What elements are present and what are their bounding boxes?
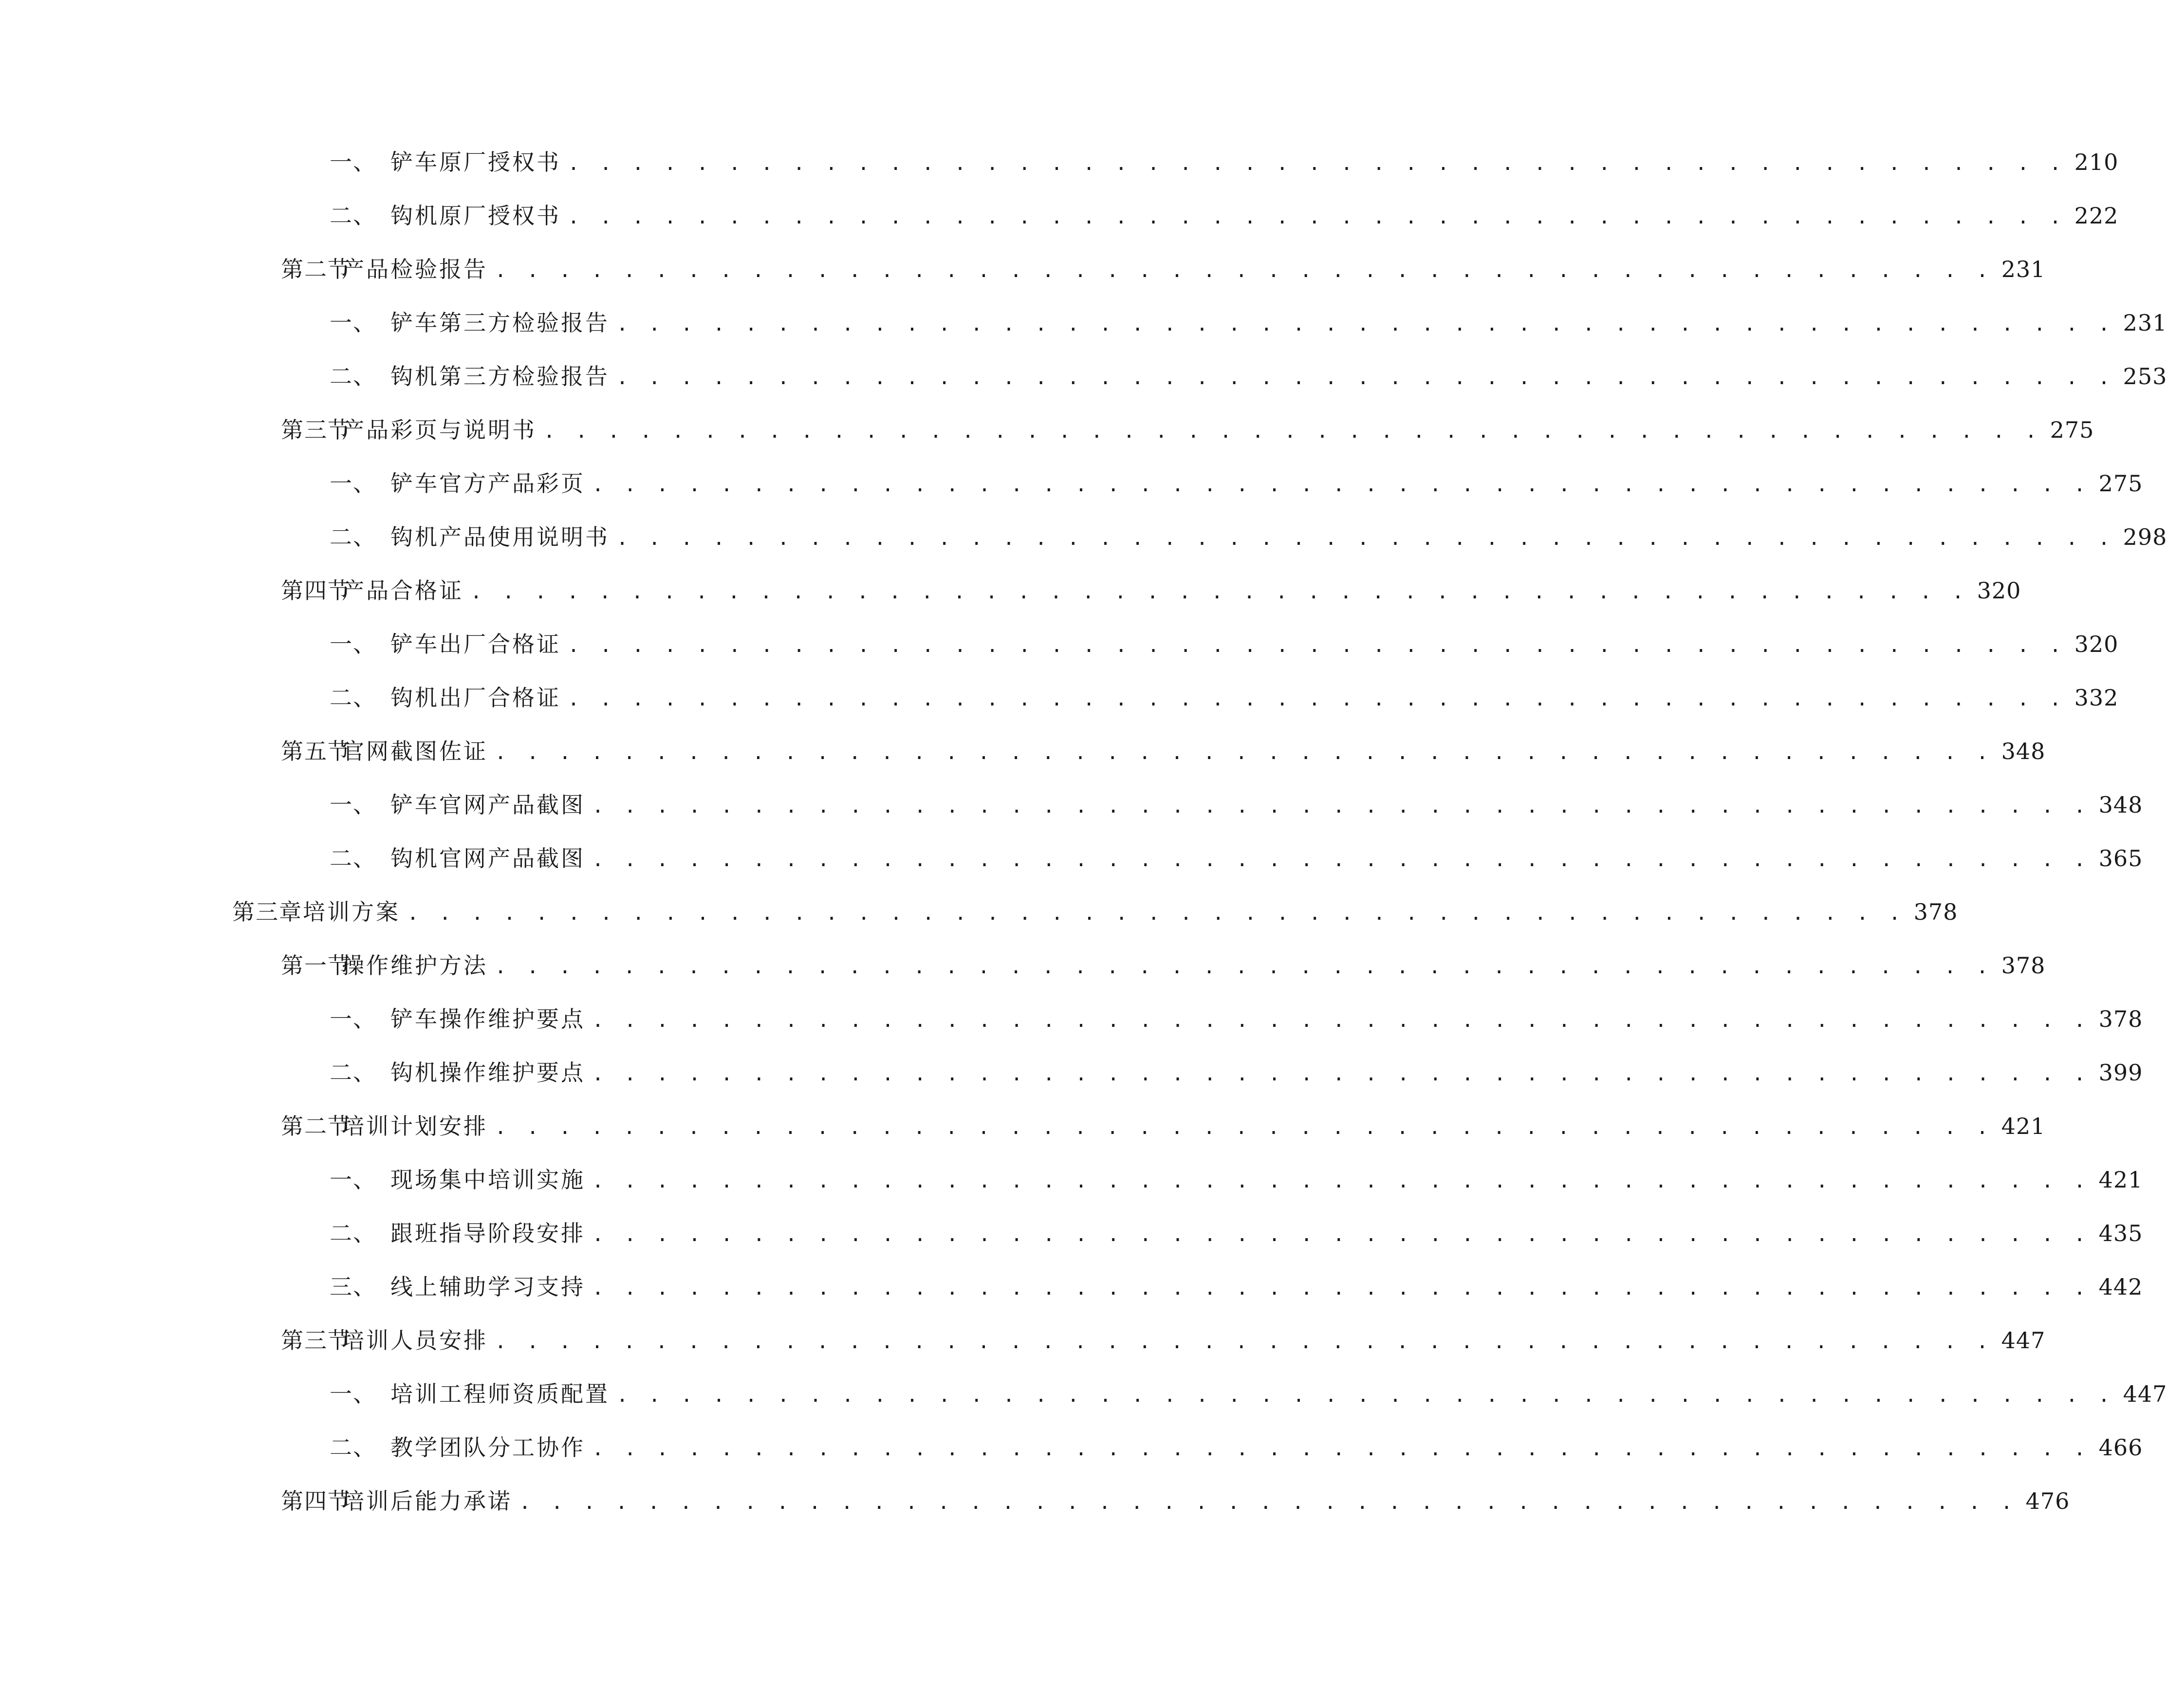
toc-entry[interactable]: [330, 1053, 2143, 1092]
toc-entry-number: 二、: [330, 203, 376, 229]
toc-entry-title: 铲车原厂授权书: [390, 149, 561, 175]
toc-entry[interactable]: [330, 1000, 2143, 1039]
toc-dot-leader: . . . . . . . . . . . . . . . . . . . . . . . . . . . . . . . . . . . . . . . . . . . . . . .: [568, 206, 2066, 228]
toc-dot-leader: . . . . . . . . . . . . . . . . . . . . . . . . . . . . . . . . . . . . . . . . . . . . . . .: [543, 420, 2041, 443]
toc-dot-leader: . . . . . . . . . . . . . . . . . . . . . . . . . . . . . . . . . . . . . . . . . . . . . . .: [592, 1063, 2090, 1085]
toc-dot-leader: . . . . . . . . . . . . . . . . . . . . . . . . . . . . . . . . . . . . . . . . . . . . . . .: [495, 742, 1993, 764]
toc-entry[interactable]: [281, 732, 2046, 771]
toc-entry-page: 476: [2025, 1488, 2070, 1514]
toc-entry-number: 第三章: [232, 899, 302, 925]
toc-entry-number: 二、: [330, 524, 376, 550]
toc-entry-page: 253: [2123, 363, 2167, 390]
toc-entry-number: 一、: [330, 470, 376, 497]
toc-entry-number: 二、: [330, 1434, 376, 1461]
toc-dot-leader: . . . . . . . . . . . . . . . . . . . . . . . . . . . . . . . . . . . . . . . . . . . . . . .: [592, 1438, 2090, 1460]
toc-entry-title: 铲车第三方检验报告: [390, 310, 610, 336]
toc-entry-page: 435: [2098, 1220, 2143, 1246]
toc-entry[interactable]: [330, 303, 2167, 342]
toc-entry-number: 二、: [330, 363, 376, 390]
toc-dot-leader: . . . . . . . . . . . . . . . . . . . . . . . . . . . . . . . . . . . . . . . . . . . . . . .: [407, 902, 1905, 925]
toc-entry[interactable]: [330, 1214, 2143, 1253]
toc-entry-number: 二、: [330, 685, 376, 711]
toc-entry-page: 378: [1913, 899, 1958, 925]
toc-entry-page: 447: [2001, 1327, 2046, 1354]
toc-entry-title: 铲车操作维护要点: [390, 1006, 585, 1032]
toc-entry-number: 二、: [330, 1220, 376, 1246]
toc-entry-number: 一、: [330, 310, 376, 336]
toc-entry-number: 一、: [330, 1381, 376, 1407]
toc-entry[interactable]: [330, 785, 2143, 824]
toc-entry-title: 钩机第三方检验报告: [390, 363, 610, 390]
toc-dot-leader: . . . . . . . . . . . . . . . . . . . . . . . . . . . . . . . . . . . . . . . . . . . . . . .: [592, 849, 2090, 871]
toc-dot-leader: . . . . . . . . . . . . . . . . . . . . . . . . . . . . . . . . . . . . . . . . . . . . . . .: [616, 527, 2114, 550]
toc-entry-title: 现场集中培训实施: [390, 1167, 585, 1193]
toc-entry-title: 钩机产品使用说明书: [390, 524, 610, 550]
toc-entry-title: 培训工程师资质配置: [390, 1381, 610, 1407]
toc-entry-number: 第一节: [281, 952, 351, 979]
toc-dot-leader: . . . . . . . . . . . . . . . . . . . . . . . . . . . . . . . . . . . . . . . . . . . . . . .: [592, 1009, 2090, 1032]
toc-entry[interactable]: [330, 678, 2119, 717]
toc-entry-title: 培训计划安排: [342, 1113, 488, 1139]
toc-entry-page: 320: [1977, 577, 2021, 604]
toc-entry[interactable]: [330, 839, 2143, 878]
toc-entry-page: 348: [2098, 792, 2143, 818]
toc-entry-title: 产品检验报告: [342, 256, 488, 282]
toc-entry-title: 钩机操作维护要点: [390, 1059, 585, 1086]
toc-entry-page: 378: [2098, 1006, 2143, 1032]
toc-entry[interactable]: [281, 571, 2021, 610]
toc-entry-page: 298: [2123, 524, 2167, 550]
toc-dot-leader: . . . . . . . . . . . . . . . . . . . . . . . . . . . . . . . . . . . . . . . . . . . . . . .: [592, 795, 2090, 817]
toc-entry[interactable]: [330, 1160, 2143, 1199]
toc-entry-page: 332: [2074, 685, 2119, 711]
toc-entry[interactable]: [330, 1374, 2167, 1413]
toc-entry[interactable]: [330, 143, 2119, 182]
toc-entry-page: 442: [2098, 1274, 2143, 1300]
toc-entry-page: 320: [2074, 631, 2119, 657]
toc-dot-leader: . . . . . . . . . . . . . . . . . . . . . . . . . . . . . . . . . . . . . . . . . . . . . . .: [568, 688, 2066, 710]
toc-entry-title: 铲车出厂合格证: [390, 631, 561, 657]
toc-entry-title: 操作维护方法: [342, 952, 488, 979]
toc-entry-page: 365: [2098, 845, 2143, 872]
toc-entry-title: 线上辅助学习支持: [390, 1274, 585, 1300]
toc-dot-leader: . . . . . . . . . . . . . . . . . . . . . . . . . . . . . . . . . . . . . . . . . . . . . . .: [470, 581, 1968, 603]
toc-dot-leader: . . . . . . . . . . . . . . . . . . . . . . . . . . . . . . . . . . . . . . . . . . . . . . .: [592, 474, 2090, 496]
toc-entry-page: 466: [2098, 1434, 2143, 1461]
toc-entry-number: 第三节: [281, 417, 351, 443]
toc-entry-number: 第五节: [281, 738, 351, 764]
toc-dot-leader: . . . . . . . . . . . . . . . . . . . . . . . . . . . . . . . . . . . . . . . . . . . . . . .: [616, 1384, 2114, 1407]
toc-entry-page: 399: [2098, 1059, 2143, 1086]
toc-entry-page: 421: [2001, 1113, 2046, 1139]
toc-entry-title: 跟班指导阶段安排: [390, 1220, 585, 1246]
toc-entry-number: 一、: [330, 1006, 376, 1032]
toc-entry-title: 培训方案: [303, 899, 400, 925]
toc-entry[interactable]: [330, 196, 2119, 235]
toc-entry-number: 一、: [330, 631, 376, 657]
toc-entry[interactable]: [330, 625, 2119, 664]
toc-entry-number: 第四节: [281, 577, 351, 604]
toc-entry-page: 222: [2074, 203, 2119, 229]
toc-dot-leader: . . . . . . . . . . . . . . . . . . . . . . . . . . . . . . . . . . . . . . . . . . . . . . .: [616, 313, 2114, 335]
toc-entry-page: 378: [2001, 952, 2046, 979]
toc-entry-title: 钩机出厂合格证: [390, 685, 561, 711]
toc-entry-number: 第四节: [281, 1488, 351, 1514]
toc-entry[interactable]: [330, 464, 2143, 503]
toc-dot-leader: . . . . . . . . . . . . . . . . . . . . . . . . . . . . . . . . . . . . . . . . . . . . . . .: [568, 152, 2066, 175]
toc-dot-leader: . . . . . . . . . . . . . . . . . . . . . . . . . . . . . . . . . . . . . . . . . . . . . . .: [495, 1116, 1993, 1139]
toc-entry[interactable]: [330, 1428, 2143, 1467]
toc-entry-number: 三、: [330, 1274, 376, 1300]
toc-entry-title: 培训后能力承诺: [342, 1488, 512, 1514]
toc-entry-number: 一、: [330, 149, 376, 175]
toc-entry[interactable]: [281, 946, 2046, 985]
toc-entry[interactable]: [281, 1482, 2070, 1521]
toc-entry-page: 210: [2074, 149, 2119, 175]
toc-entry-page: 275: [2098, 470, 2143, 497]
toc-entry-number: 第二节: [281, 1113, 351, 1139]
toc-entry-title: 钩机官网产品截图: [390, 845, 585, 872]
toc-entry-number: 二、: [330, 1059, 376, 1086]
toc-dot-leader: . . . . . . . . . . . . . . . . . . . . . . . . . . . . . . . . . . . . . . . . . . . . . . .: [495, 260, 1993, 282]
toc-entry-number: 一、: [330, 792, 376, 818]
toc-entry[interactable]: [281, 1321, 2046, 1360]
toc-entry[interactable]: [232, 892, 1958, 931]
toc-entry-page: 447: [2123, 1381, 2167, 1407]
toc-entry-number: 第三节: [281, 1327, 351, 1354]
toc-entry[interactable]: [330, 1267, 2143, 1306]
toc-entry-page: 275: [2050, 417, 2094, 443]
toc-entry-title: 官网截图佐证: [342, 738, 488, 764]
toc-dot-leader: . . . . . . . . . . . . . . . . . . . . . . . . . . . . . . . . . . . . . . . . . . . . . . .: [495, 1331, 1993, 1353]
toc-entry[interactable]: [330, 357, 2167, 396]
toc-dot-leader: . . . . . . . . . . . . . . . . . . . . . . . . . . . . . . . . . . . . . . . . . . . . . . .: [592, 1224, 2090, 1246]
toc-entry[interactable]: [281, 410, 2094, 449]
toc-entry-number: 一、: [330, 1167, 376, 1193]
toc-entry-page: 231: [2123, 310, 2167, 336]
toc-dot-leader: . . . . . . . . . . . . . . . . . . . . . . . . . . . . . . . . . . . . . . . . . . . . . . .: [495, 956, 1993, 978]
toc-entry[interactable]: [281, 250, 2046, 289]
toc-entry[interactable]: [281, 1107, 2046, 1146]
toc-entry-title: 培训人员安排: [342, 1327, 488, 1354]
toc-entry-number: 二、: [330, 845, 376, 872]
toc-entry-number: 第二节: [281, 256, 351, 282]
toc-entry-title: 钩机原厂授权书: [390, 203, 561, 229]
toc-entry-title: 产品合格证: [342, 577, 463, 604]
toc-entry-page: 231: [2001, 256, 2046, 282]
toc-dot-leader: . . . . . . . . . . . . . . . . . . . . . . . . . . . . . . . . . . . . . . . . . . . . . . .: [592, 1277, 2090, 1300]
toc-entry-title: 教学团队分工协作: [390, 1434, 585, 1461]
toc-entry-title: 铲车官方产品彩页: [390, 470, 585, 497]
toc-entry[interactable]: [330, 518, 2167, 557]
toc-entry-page: 421: [2098, 1167, 2143, 1193]
toc-entry-page: 348: [2001, 738, 2046, 764]
toc-entry-title: 产品彩页与说明书: [342, 417, 537, 443]
toc-dot-leader: . . . . . . . . . . . . . . . . . . . . . . . . . . . . . . . . . . . . . . . . . . . . . . .: [519, 1491, 2017, 1514]
toc-dot-leader: . . . . . . . . . . . . . . . . . . . . . . . . . . . . . . . . . . . . . . . . . . . . . . .: [568, 634, 2066, 657]
toc-dot-leader: . . . . . . . . . . . . . . . . . . . . . . . . . . . . . . . . . . . . . . . . . . . . . . .: [592, 1170, 2090, 1192]
toc-dot-leader: . . . . . . . . . . . . . . . . . . . . . . . . . . . . . . . . . . . . . . . . . . . . . . .: [616, 367, 2114, 389]
toc-entry-title: 铲车官网产品截图: [390, 792, 585, 818]
